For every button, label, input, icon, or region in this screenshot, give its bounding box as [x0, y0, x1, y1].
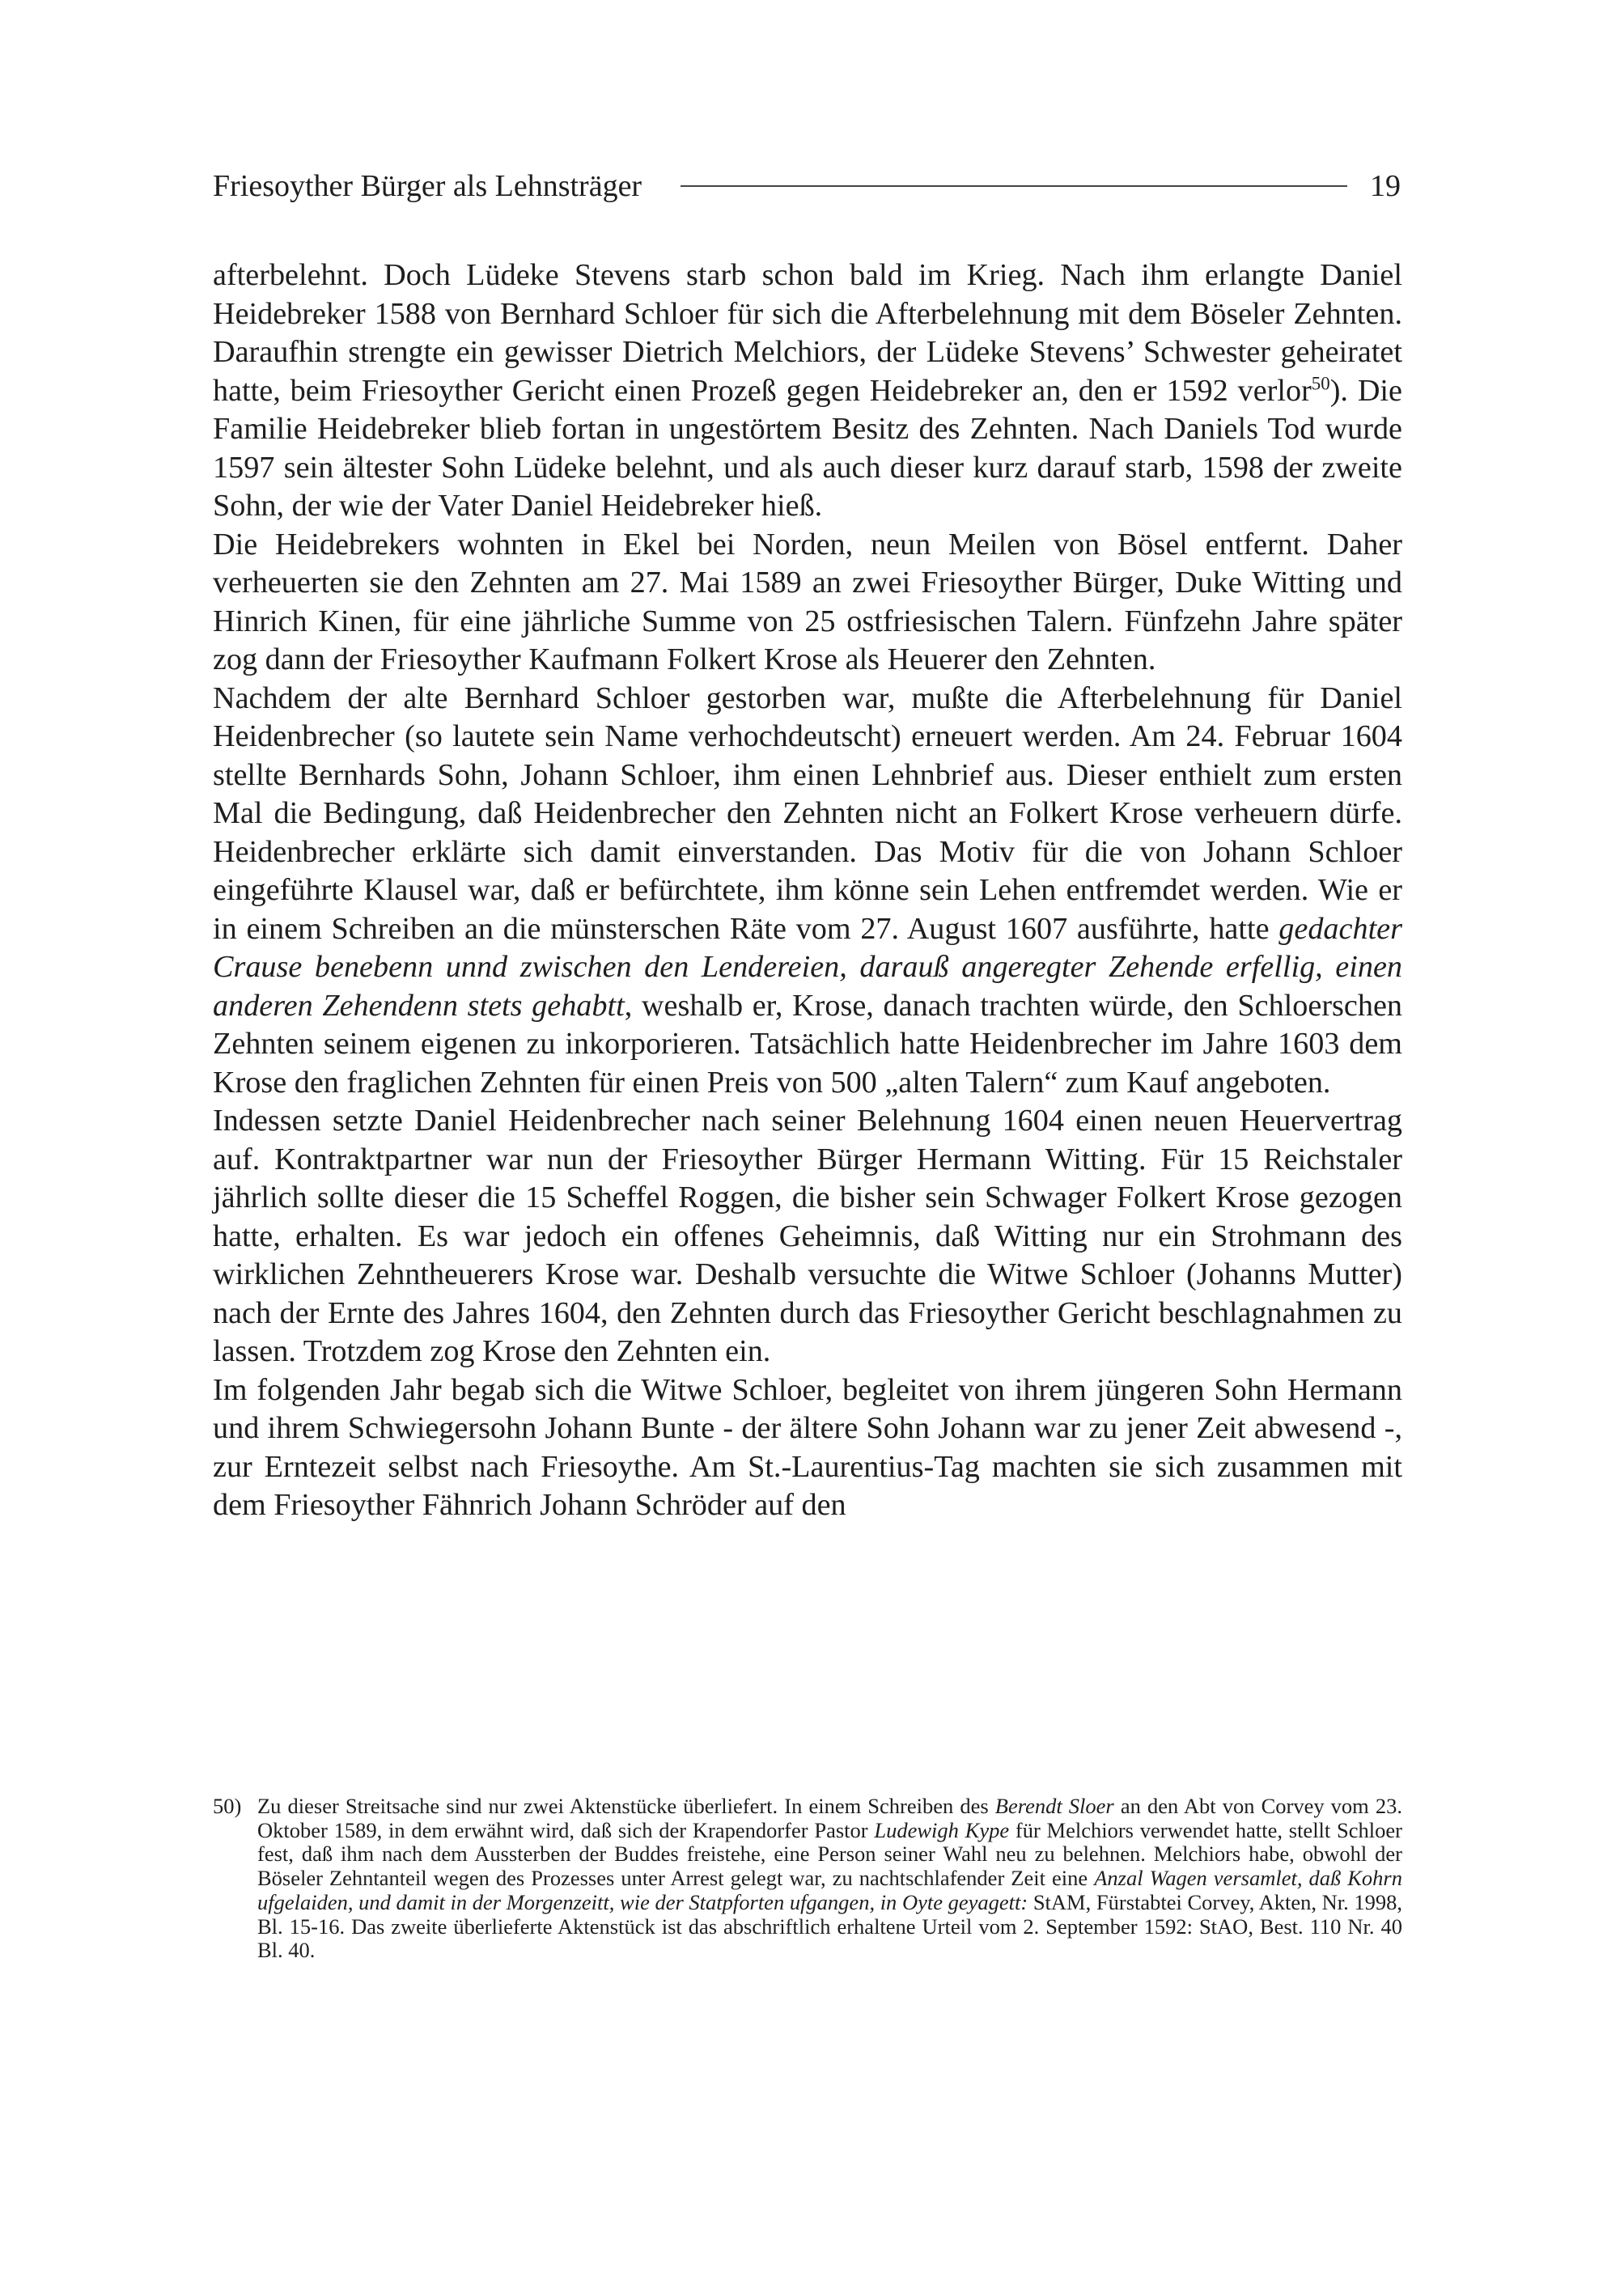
paragraph [213, 1371, 1402, 1525]
running-title: Friesoyther Bürger als Lehnsträger [213, 169, 642, 203]
text-run: Zu dieser Streitsache sind nur zwei Aktenstücke überliefert. In einem Schreiben des [257, 1794, 995, 1818]
text-run: Die Heidebrekers wohnten in Ekel bei Norden, neun Meilen von Bösel entfernt. Daher verheuerten sie den Zehnten am 27. Mai 1589 an zwei Friesoyther Bürger, Duke Witting und Hinrich Kinen, für eine jährliche Summe von 25 ostfriesischen Talern. Fünfzehn Jahre später zog dann der Friesoyther Kaufmann Folkert Krose als Heuerer den Zehnten. [213, 527, 1402, 676]
text-run: afterbelehnt. Doch Lüdeke Stevens starb schon bald im Krieg. Nach ihm erlangte Daniel Heidebreker 1588 von Bernhard Schloer für sich die Afterbelehnung mit dem Böseler Zehnten. Daraufhin strengte ein gewisser Dietrich Melchiors, der Lüdeke Stevens’ Schwester geheiratet hatte, beim Friesoyther Gericht einen Prozeß gegen Heidebreker an, den er 1592 verlor [213, 258, 1402, 408]
italic-text: Ludewigh Kype [874, 1817, 1010, 1842]
paragraph [213, 680, 1402, 1103]
text-run: Im folgenden Jahr begab sich die Witwe Schloer, begleitet von ihrem jüngeren Sohn Hermann und ihrem Schwiegersohn Johann Bunte - der ältere Sohn Johann war zu jener Zeit abwesend -, zur Erntezeit selbst nach Friesoythe. Am St.-Laurentius-Tag machten sie sich zusammen mit dem Friesoyther Fähnrich Johann Schröder auf den [213, 1372, 1402, 1522]
footnotes [213, 1795, 1402, 1963]
text-run: Nachdem der alte Bernhard Schloer gestorben war, mußte die Afterbelehnung für Daniel Heidenbrecher (so lautete sein Name verhochdeutscht) erneuert werden. Am 24. Februar 1604 stellte Bernhards Sohn, Johann Schloer, ihm einen Lehnbrief aus. Dieser enthielt zum ersten Mal die Bedingung, daß Heidenbrecher den Zehnten nicht an Folkert Krose verheuern dürfe. Heidenbrecher erklärte sich damit einverstanden. Das Motiv für die von Johann Schloer eingeführte Klausel war, daß er befürchtete, ihm könne sein Lehen entfremdet werden. Wie er in einem Schreiben an die münsterschen Räte vom 27. August 1607 ausführte, hatte [213, 680, 1402, 946]
page-number: 19 [1370, 169, 1401, 203]
text-run: StAM, Fürstabtei Corvey, Akten, Nr. 1998, Bl. 15-16. Das zweite überlieferte Aktenstück ist das abschriftlich erhaltene Urteil vom 2. September 1592: StAO, Best. 110 Nr. 40 Bl. 40. [257, 1889, 1402, 1963]
italic-text: Berendt Sloer [994, 1794, 1114, 1818]
paragraph [213, 526, 1402, 680]
footnote [213, 1795, 1402, 1963]
paragraph [213, 256, 1402, 526]
header-rule [681, 185, 1347, 187]
footnote-ref: 50 [1311, 372, 1330, 393]
footnote-marker: 50) [213, 1794, 242, 1818]
text-run: ). Die Familie Heidebreker blieb fortan in ungestörtem Besitz des Zehnten. Nach Daniels Tod wurde 1597 sein ältester Sohn Lüdeke belehnt, und als auch dieser kurz darauf starb, 1598 der zweite Sohn, der wie der Vater Daniel Heidebreker hieß. [213, 373, 1402, 523]
running-header [213, 162, 1401, 210]
text-run: , weshalb er, Krose, danach trachten würde, den Schloerschen Zehnten seinem eigenen zu inkorporieren. Tatsächlich hatte Heidenbrecher im Jahre 1603 dem Krose den fraglichen Zehnten für einen Preis von 500 „alten Talern“ zum Kauf angeboten. [213, 988, 1402, 1100]
italic-text: Anzal Wagen versamlet, daß Kohrn ufgelaiden, und damit in der Morgenzeitt, wie der Statpforten ufgangen, in Oyte geyagett: [257, 1866, 1403, 1914]
paragraph [213, 1102, 1402, 1371]
text-run: Indessen setzte Daniel Heidenbrecher nach seiner Belehnung 1604 einen neuen Heuervertrag auf. Kontraktpartner war nun der Friesoyther Bürger Hermann Witting. Für 15 Reichstaler jährlich sollte dieser die 15 Scheffel Roggen, die bisher sein Schwager Folkert Krose gezogen hatte, erhalten. Es war jedoch ein offenes Geheimnis, daß Witting nur ein Strohmann des wirklichen Zehntheuerers Krose war. Deshalb versuchte die Witwe Schloer (Johanns Mutter) nach der Ernte des Jahres 1604, den Zehnten durch das Friesoyther Gericht beschlagnahmen zu lassen. Trotzdem zog Krose den Zehnten ein. [213, 1104, 1402, 1368]
text-run: für Melchiors verwendet hatte, stellt Schloer fest, daß ihm nach dem Aussterben der Buddes freistehe, eine Person seiner Wahl neu zu belehnen. Melchiors habe, obwohl der Böseler Zehntanteil wegen des Prozesses unter Arrest gelegt war, zu nachtschlafender Zeit eine [257, 1817, 1402, 1891]
body-text [213, 256, 1402, 1525]
footnote-text [257, 1795, 1402, 1963]
text-run: an den Abt von Corvey vom 23. Oktober 1589, in dem erwähnt wird, daß sich der Krapendorfer Pastor [257, 1794, 1403, 1842]
italic-text: gedachter Crause benebenn unnd zwischen den Lendereien, darauß angeregter Zehende erfellig, einen anderen Zehendenn stets gehabtt [213, 911, 1402, 1023]
